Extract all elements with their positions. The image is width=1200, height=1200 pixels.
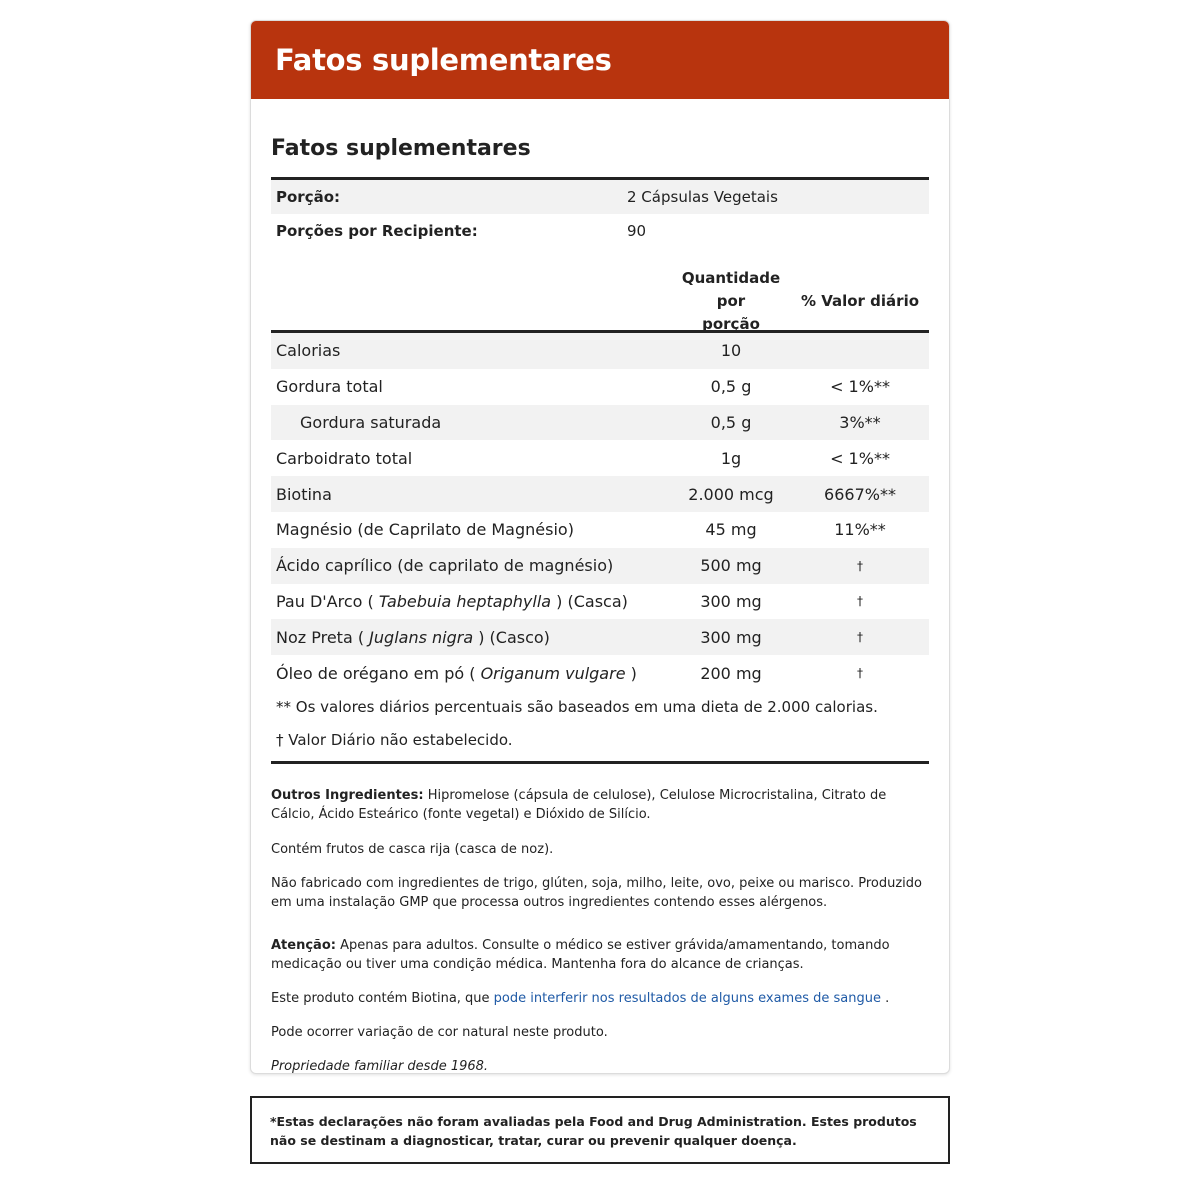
- nutrient-name-pre: Noz Preta (: [276, 627, 370, 647]
- nutrient-amount: 10: [720, 341, 742, 361]
- servings-per-container-row: [271, 214, 929, 248]
- servings-per-container-label: Porções por Recipiente:: [276, 222, 478, 240]
- nutrient-dv: †: [857, 594, 863, 609]
- footnote-daily-values: ** Os valores diários percentuais são baseados em uma dieta de 2.000 calorias.: [276, 697, 878, 716]
- nutrient-row: [271, 548, 929, 584]
- nutrient-name: Biotina: [276, 484, 332, 504]
- nutrient-name-post: ) (Casca): [551, 591, 628, 611]
- nutrient-name: Carboidrato total: [276, 448, 413, 468]
- nutrient-row: [271, 369, 929, 405]
- nutrient-amount: 200 mg: [700, 663, 762, 683]
- nutrient-name-post: ) (Casco): [473, 627, 550, 647]
- nutrient-latin-name: Tabebuia heptaphylla: [378, 591, 552, 611]
- servings-per-container-value: 90: [627, 222, 647, 240]
- biotin-notice: [271, 989, 929, 1008]
- header-title: Fatos suplementares: [275, 43, 612, 77]
- allergen-text: Não fabricado com ingredientes de trigo, glúten, soja, milho, leite, ovo, peixe ou marisco. Produzido em uma instalação GMP que processa outros ingredientes contendo esses alérgenos.: [271, 875, 922, 910]
- nutrient-name: Gordura total: [276, 377, 383, 397]
- serving-size-row: [271, 180, 929, 214]
- serving-size-label: Porção:: [276, 188, 341, 206]
- nutrient-row: [271, 512, 929, 548]
- nutrient-name: Ácido caprílico (de caprilato de magnésio): [276, 556, 614, 576]
- nutrient-name: [271, 628, 671, 647]
- allergen-notice: [271, 874, 929, 912]
- nutrient-amount: 300 mg: [700, 627, 762, 647]
- biotin-text-end: .: [880, 990, 890, 1006]
- nutrient-amount: 300 mg: [700, 591, 762, 611]
- nutrient-row: [271, 440, 929, 476]
- nutrient-row: [271, 619, 929, 655]
- nutrient-latin-name: Juglans nigra: [369, 627, 474, 647]
- panel-title: Fatos suplementares: [271, 136, 531, 161]
- amount-column-header: [671, 267, 791, 336]
- nutrient-amount: 1g: [720, 448, 742, 468]
- dv-column-header: % Valor diário: [800, 292, 920, 310]
- family-owned-note: [271, 1057, 929, 1074]
- nutrient-dv: †: [857, 558, 863, 573]
- supplement-facts-card: [250, 20, 950, 1074]
- nutrient-name-pre: Óleo de orégano em pó (: [276, 663, 481, 683]
- nutrient-row: [271, 655, 929, 691]
- warning-text: Apenas para adultos. Consulte o médico se estiver grávida/amamentando, tomando medicação ou tiver uma condição médica. Mantenha fora do alcance de crianças.: [271, 937, 890, 972]
- nuts-notice: [271, 840, 929, 859]
- color-variation-notice: [271, 1023, 929, 1042]
- serving-size-value: 2 Cápsulas Vegetais: [627, 188, 778, 206]
- biotin-info-link[interactable]: pode interferir nos resultados de alguns exames de sangue: [493, 990, 881, 1006]
- nutrient-row: [271, 476, 929, 512]
- nutrient-name: [271, 664, 671, 683]
- other-ingredients: [271, 786, 929, 824]
- nuts-text: Contém frutos de casca rija (casca de noz).: [271, 841, 554, 857]
- card-header: [251, 21, 949, 99]
- nutrient-dv: < 1%**: [830, 448, 890, 468]
- nutrient-dv: 11%**: [834, 520, 886, 540]
- nutrient-dv: < 1%**: [830, 377, 890, 397]
- nutrient-name: [271, 592, 671, 611]
- nutrient-amount: 2.000 mcg: [688, 484, 774, 504]
- biotin-text: Este produto contém Biotina, que: [271, 990, 494, 1006]
- color-variation-text: Pode ocorrer variação de cor natural neste produto.: [271, 1024, 608, 1040]
- footnote-dagger: † Valor Diário não estabelecido.: [276, 730, 513, 749]
- warning-notice: [271, 936, 929, 974]
- nutrient-name: Gordura saturada: [300, 412, 442, 432]
- amount-header-line1: Quantidade por: [681, 268, 781, 310]
- other-ingredients-label: Outros Ingredientes:: [271, 787, 424, 803]
- nutrient-latin-name: Origanum vulgare: [480, 663, 626, 683]
- nutrient-amount: 500 mg: [700, 556, 762, 576]
- nutrient-amount: 45 mg: [705, 520, 757, 540]
- amount-header-line2: porção: [702, 314, 760, 333]
- nutrient-name-pre: Pau D'Arco (: [276, 591, 379, 611]
- facts-panel: [271, 99, 929, 1074]
- nutrient-row: [271, 333, 929, 369]
- family-owned-text: Propriedade familiar desde 1968.: [271, 1058, 489, 1074]
- nutrient-dv: †: [857, 666, 863, 681]
- nutrient-dv: 6667%**: [824, 484, 896, 504]
- nutrient-row: [271, 584, 929, 620]
- nutrient-dv: †: [857, 630, 863, 645]
- bottom-rule: [271, 761, 929, 764]
- nutrient-name-post: ): [625, 663, 637, 683]
- nutrient-name: Magnésio (de Caprilato de Magnésio): [276, 520, 574, 540]
- nutrient-row: [271, 405, 929, 441]
- nutrient-amount: 0,5 g: [710, 377, 752, 397]
- fda-disclaimer: *Estas declarações não foram avaliadas pela Food and Drug Administration. Estes produtos não se destinam a diagnosticar, tratar, curar ou prevenir qualquer doença.: [250, 1096, 950, 1164]
- warning-label: Atenção:: [271, 937, 336, 953]
- nutrient-amount: 0,5 g: [710, 412, 752, 432]
- nutrient-dv: 3%**: [839, 412, 881, 432]
- column-headers: [271, 268, 929, 333]
- other-ingredients-text: Hipromelose (cápsula de celulose), Celulose Microcristalina, Citrato de Cálcio, Ácido Esteárico (fonte vegetal) e Dióxido de Silício.: [271, 787, 887, 822]
- nutrient-name: Calorias: [276, 341, 341, 361]
